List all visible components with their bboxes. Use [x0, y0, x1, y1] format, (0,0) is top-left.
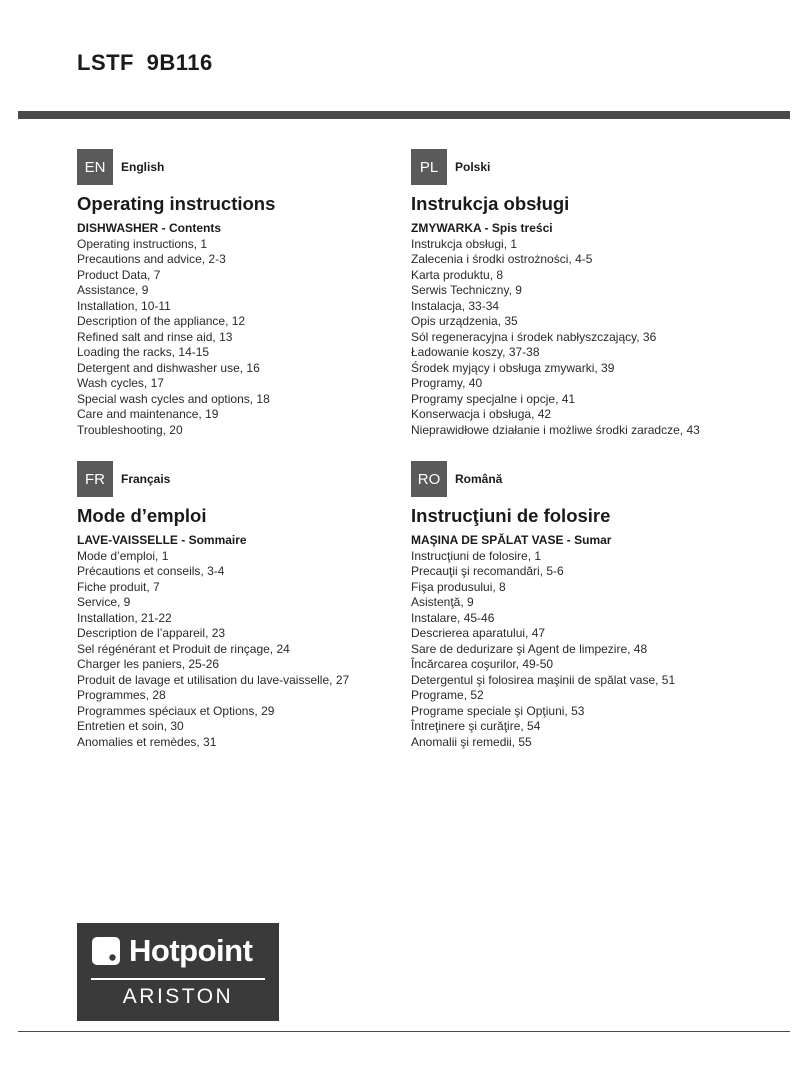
- contents-item: Programmes spéciaux et Options, 29: [77, 703, 275, 718]
- contents-heading: LAVE-VAISSELLE - Sommaire: [77, 533, 247, 547]
- contents-item: Karta produktu, 8: [411, 267, 504, 282]
- contents-item: Precautions and advice, 2-3: [77, 252, 226, 266]
- contents-item: Care and maintenance, 19: [77, 407, 219, 421]
- section-french: [77, 461, 457, 750]
- language-name: Français: [121, 472, 171, 486]
- contents-item: Programy specjalne i opcje, 41: [411, 391, 576, 406]
- contents-item: Instrukcja obsługi, 1: [411, 236, 518, 251]
- logo-divider: [91, 978, 265, 980]
- contents-item: Programy, 40: [411, 376, 483, 390]
- section-romanian: [411, 461, 791, 750]
- contents-list: [77, 237, 457, 439]
- contents-item: Sel régénérant et Produit de rinçage, 24: [77, 641, 290, 656]
- contents-item: Serwis Techniczny, 9: [411, 283, 522, 297]
- language-name: Română: [455, 472, 503, 486]
- contents-item: Sare de dedurizare şi Agent de limpezire, 48: [411, 641, 648, 656]
- contents-item: Installation, 21-22: [77, 610, 172, 625]
- language-code-badge: EN: [77, 149, 113, 185]
- contents-item: Sól regeneracyjna i środek nabłyszczający, 36: [411, 329, 657, 344]
- contents-item: Produit de lavage et utilisation du lave-vaisselle, 27: [77, 672, 350, 687]
- top-divider: [18, 111, 790, 119]
- section-title: Mode d’emploi: [77, 505, 207, 526]
- contents-item: Instrucţiuni de folosire, 1: [411, 548, 542, 563]
- language-code-badge: FR: [77, 461, 113, 497]
- contents-item: Programe, 52: [411, 688, 484, 702]
- contents-item: Service, 9: [77, 595, 131, 609]
- contents-item: Opis urządzenia, 35: [411, 314, 518, 328]
- contents-item: Instalacja, 33-34: [411, 298, 500, 313]
- contents-item: Încărcarea coşurilor, 49-50: [411, 657, 554, 671]
- section-title: Operating instructions: [77, 193, 276, 214]
- contents-item: Asistenţă, 9: [411, 595, 474, 609]
- contents-item: Mode d’emploi, 1: [77, 548, 169, 563]
- contents-item: Konserwacja i obsługa, 42: [411, 407, 552, 421]
- contents-item: Środek myjący i obsługa zmywarki, 39: [411, 360, 615, 375]
- section-title: Instrucţiuni de folosire: [411, 505, 611, 526]
- contents-item: Anomalii şi remedii, 55: [411, 734, 532, 749]
- contents-item: Programmes, 28: [77, 688, 166, 702]
- contents-item: Troubleshooting, 20: [77, 422, 183, 437]
- contents-item: Detergent and dishwasher use, 16: [77, 360, 260, 375]
- contents-heading: DISHWASHER - Contents: [77, 221, 221, 235]
- contents-item: Wash cycles, 17: [77, 376, 164, 390]
- contents-item: Ładowanie koszy, 37-38: [411, 345, 540, 359]
- contents-item: Detergentul şi folosirea maşinii de spălat vase, 51: [411, 672, 676, 687]
- logo-sub-text: ARISTON: [122, 985, 234, 1008]
- contents-item: Programe speciale şi Opţiuni, 53: [411, 703, 585, 718]
- language-header: [411, 149, 791, 185]
- contents-item: Întreţinere şi curăţire, 54: [411, 719, 541, 733]
- contents-item: Loading the racks, 14-15: [77, 345, 210, 359]
- contents-item: Operating instructions, 1: [77, 236, 208, 251]
- contents-heading: MAŞINA DE SPĂLAT VASE - Sumar: [411, 533, 612, 547]
- contents-item: Entretien et soin, 30: [77, 719, 184, 733]
- contents-item: Précautions et conseils, 3-4: [77, 564, 225, 578]
- contents-item: Product Data, 7: [77, 267, 161, 282]
- contents-item: Charger les paniers, 25-26: [77, 657, 220, 671]
- section-polish: [411, 149, 791, 438]
- contents-item: Assistance, 9: [77, 283, 149, 297]
- contents-item: Anomalies et remèdes, 31: [77, 734, 217, 749]
- contents-item: Instalare, 45-46: [411, 610, 495, 625]
- bottom-divider: [18, 1031, 790, 1032]
- language-header: [77, 149, 457, 185]
- section-title: Instrukcja obsługi: [411, 193, 570, 214]
- language-name: English: [121, 160, 165, 174]
- language-header: [77, 461, 457, 497]
- model-number: LSTF 9B116: [77, 50, 213, 75]
- section-english: [77, 149, 457, 438]
- language-code-badge: RO: [411, 461, 447, 497]
- contents-list: [77, 549, 457, 751]
- contents-item: Special wash cycles and options, 18: [77, 391, 270, 406]
- contents-item: Zalecenia i środki ostrożności, 4-5: [411, 252, 593, 266]
- contents-item: Description de l’appareil, 23: [77, 626, 226, 640]
- logo-brand-text: Hotpoint: [129, 933, 253, 968]
- contents-item: Fişa produsului, 8: [411, 579, 506, 594]
- language-name: Polski: [455, 160, 491, 174]
- contents-item: Description of the appliance, 12: [77, 314, 246, 328]
- contents-list: [411, 549, 791, 751]
- contents-item: Fiche produit, 7: [77, 579, 160, 594]
- contents-item: Descrierea aparatului, 47: [411, 626, 546, 640]
- contents-item: Nieprawidłowe działanie i możliwe środki zaradcze, 43: [411, 422, 700, 437]
- language-header: [411, 461, 791, 497]
- contents-item: Installation, 10-11: [77, 298, 171, 313]
- hotpoint-mark-icon: [91, 936, 121, 966]
- contents-item: Refined salt and rinse aid, 13: [77, 329, 233, 344]
- hotpoint-ariston-logo: [77, 923, 279, 1021]
- contents-list: [411, 237, 791, 439]
- contents-heading: ZMYWARKA - Spis treści: [411, 221, 553, 235]
- logo-brand-row: [91, 933, 252, 969]
- contents-item: Precauţii şi recomandări, 5-6: [411, 564, 564, 578]
- language-code-badge: PL: [411, 149, 447, 185]
